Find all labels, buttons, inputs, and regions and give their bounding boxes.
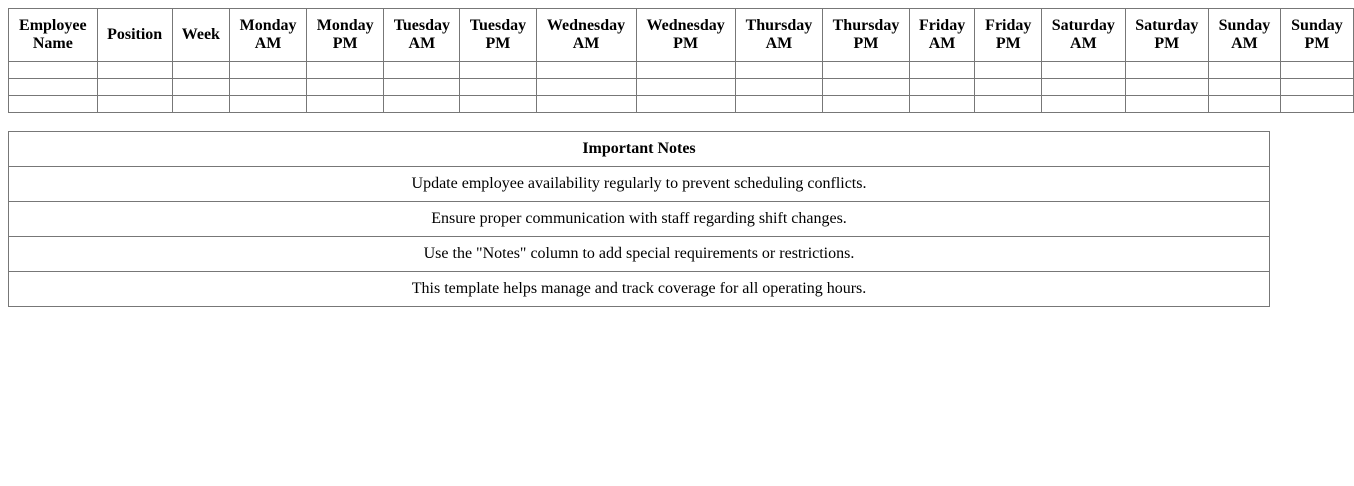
table-cell[interactable] xyxy=(9,96,98,113)
table-cell[interactable] xyxy=(636,96,735,113)
header-saturday-am: Saturday AM xyxy=(1042,9,1125,62)
table-row xyxy=(9,96,1354,113)
header-sunday-am: Sunday AM xyxy=(1208,9,1280,62)
header-monday-pm: Monday PM xyxy=(307,9,384,62)
table-cell[interactable] xyxy=(384,96,460,113)
table-cell[interactable] xyxy=(9,79,98,96)
table-cell[interactable] xyxy=(1042,96,1125,113)
table-cell[interactable] xyxy=(384,62,460,79)
table-cell[interactable] xyxy=(1208,62,1280,79)
table-cell[interactable] xyxy=(97,62,172,79)
table-cell[interactable] xyxy=(909,96,975,113)
header-saturday-pm: Saturday PM xyxy=(1125,9,1208,62)
table-cell[interactable] xyxy=(636,62,735,79)
list-item xyxy=(9,272,1270,307)
header-monday-am: Monday AM xyxy=(230,9,307,62)
note-text: This template helps manage and track coverage for all operating hours. xyxy=(9,272,1270,307)
notes-title: Important Notes xyxy=(9,132,1270,167)
table-cell[interactable] xyxy=(230,96,307,113)
table-cell[interactable] xyxy=(460,79,536,96)
table-cell[interactable] xyxy=(1042,79,1125,96)
header-friday-am: Friday AM xyxy=(909,9,975,62)
table-cell[interactable] xyxy=(975,79,1042,96)
table-cell[interactable] xyxy=(636,79,735,96)
header-tuesday-pm: Tuesday PM xyxy=(460,9,536,62)
table-cell[interactable] xyxy=(1125,79,1208,96)
table-cell[interactable] xyxy=(735,96,823,113)
table-cell[interactable] xyxy=(536,96,636,113)
table-cell[interactable] xyxy=(909,79,975,96)
header-thursday-pm: Thursday PM xyxy=(823,9,910,62)
table-cell[interactable] xyxy=(735,79,823,96)
table-cell[interactable] xyxy=(1125,96,1208,113)
important-notes-table xyxy=(8,131,1270,307)
table-cell[interactable] xyxy=(823,79,910,96)
schedule-table xyxy=(8,8,1354,113)
header-employee-name: Employee Name xyxy=(9,9,98,62)
table-cell[interactable] xyxy=(975,62,1042,79)
note-text: Ensure proper communication with staff regarding shift changes. xyxy=(9,202,1270,237)
header-position: Position xyxy=(97,9,172,62)
table-cell[interactable] xyxy=(97,79,172,96)
table-cell[interactable] xyxy=(1125,62,1208,79)
table-cell[interactable] xyxy=(307,79,384,96)
list-item xyxy=(9,237,1270,272)
table-cell[interactable] xyxy=(1280,79,1353,96)
schedule-header-row xyxy=(9,9,1354,62)
note-text: Update employee availability regularly to prevent scheduling conflicts. xyxy=(9,167,1270,202)
table-cell[interactable] xyxy=(1208,79,1280,96)
header-week: Week xyxy=(172,9,229,62)
table-cell[interactable] xyxy=(536,79,636,96)
table-cell[interactable] xyxy=(230,62,307,79)
table-cell[interactable] xyxy=(536,62,636,79)
note-text: Use the "Notes" column to add special requirements or restrictions. xyxy=(9,237,1270,272)
table-cell[interactable] xyxy=(735,62,823,79)
notes-header-row xyxy=(9,132,1270,167)
table-cell[interactable] xyxy=(1208,96,1280,113)
table-cell[interactable] xyxy=(172,62,229,79)
table-cell[interactable] xyxy=(823,96,910,113)
table-cell[interactable] xyxy=(9,62,98,79)
table-cell[interactable] xyxy=(172,96,229,113)
table-cell[interactable] xyxy=(975,96,1042,113)
table-cell[interactable] xyxy=(307,96,384,113)
table-cell[interactable] xyxy=(460,96,536,113)
header-friday-pm: Friday PM xyxy=(975,9,1042,62)
header-tuesday-am: Tuesday AM xyxy=(384,9,460,62)
table-cell[interactable] xyxy=(1042,62,1125,79)
list-item xyxy=(9,167,1270,202)
table-cell[interactable] xyxy=(460,62,536,79)
table-row xyxy=(9,62,1354,79)
header-wednesday-pm: Wednesday PM xyxy=(636,9,735,62)
table-cell[interactable] xyxy=(823,62,910,79)
table-cell[interactable] xyxy=(909,62,975,79)
header-thursday-am: Thursday AM xyxy=(735,9,823,62)
table-row xyxy=(9,79,1354,96)
table-cell[interactable] xyxy=(172,79,229,96)
table-cell[interactable] xyxy=(230,79,307,96)
header-wednesday-am: Wednesday AM xyxy=(536,9,636,62)
table-cell[interactable] xyxy=(384,79,460,96)
table-cell[interactable] xyxy=(1280,96,1353,113)
header-sunday-pm: Sunday PM xyxy=(1280,9,1353,62)
list-item xyxy=(9,202,1270,237)
table-cell[interactable] xyxy=(97,96,172,113)
table-cell[interactable] xyxy=(1280,62,1353,79)
table-cell[interactable] xyxy=(307,62,384,79)
